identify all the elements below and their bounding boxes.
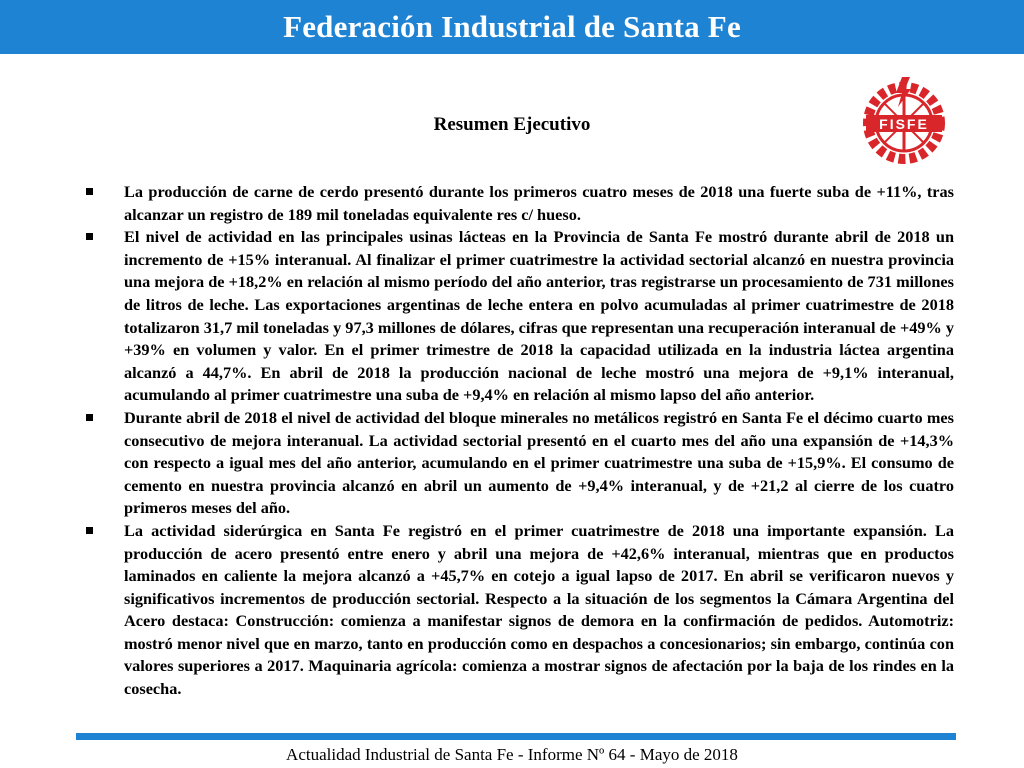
- bullet-text: La producción de carne de cerdo presentó durante los primeros cuatro meses de 2018 una fuerte suba de +11%, tras alcanzar un registro de 189 mil toneladas equivalente res c/ hueso.: [124, 182, 954, 224]
- header-title: Federación Industrial de Santa Fe: [283, 9, 741, 44]
- bullet-text: Durante abril de 2018 el nivel de actividad del bloque minerales no metálicos registró en Santa Fe el décimo cuarto mes consecutivo de mejora interanual. La actividad sectorial presentó en el cuarto mes del año una expansión de +14,3% con respecto a igual mes del año anterior, acumulando en el primer cuatrimestre una suba de +15,9%. El consumo de cemento en nuestra provincia alcanzó en abril un aumento de +9,4% interanual, y de +21,2 al cierre de los cuatro primeros meses del año.: [124, 407, 954, 518]
- bullet-text: El nivel de actividad en las principales usinas lácteas en la Provincia de Santa Fe mostró durante abril de 2018 un incremento de +15% interanual. Al finalizar el primer cuatrimestre la actividad sectorial alcanzó en nuestra provincia una mejora de +18,2% en relación al mismo período del año anterior, tras registrarse un procesamiento de 731 millones de litros de leche. Las exportaciones argentinas de leche entera en polvo acumuladas al primer cuatrimestre de 2018 totalizaron 31,7 mil toneladas y 97,3 millones de dólares, cifras que representan una recuperación interanual de +49% y +39% en volumen y valor. En el primer trimestre de 2018 la capacidad utilizada en la industria láctea argentina alcanzó a 44,7%. En abril de 2018 la producción nacional de leche mostró una mejora de +9,1% interanual, acumulando al primer cuatrimestre una suba de +9,4% en relación al mismo lapso del año anterior.: [124, 227, 954, 405]
- list-item: [86, 226, 954, 407]
- logo-text: FISFE: [879, 116, 929, 132]
- bullet-icon: [86, 414, 93, 421]
- fisfe-logo: [858, 75, 950, 167]
- footer-text: Actualidad Industrial de Santa Fe - Informe Nº 64 - Mayo de 2018: [286, 745, 738, 764]
- list-item: [86, 181, 954, 226]
- list-item: [86, 520, 954, 701]
- section-title: Resumen Ejecutivo: [433, 114, 591, 135]
- bullet-list: [86, 181, 954, 701]
- bullet-icon: [86, 233, 93, 240]
- header-bar: [0, 0, 1024, 54]
- bullet-text: La actividad siderúrgica en Santa Fe registró en el primer cuatrimestre de 2018 una importante expansión. La producción de acero presentó entre enero y abril una mejora de +42,6% interanual, mientras que en productos laminados en caliente la mejora alcanzó a +45,7% en cotejo a igual lapso de 2017. En abril se verificaron nuevos y significativos incrementos de producción sectorial. Respecto a la situación de los segmentos la Cámara Argentina del Acero destaca: Construcción: comienza a manifestar signos de demora en la confirmación de pedidos. Automotriz: mostró menor nivel que en marzo, tanto en producción como en despachos a concesionarios; sin embargo, continúa con valores superiores a 2017. Maquinaria agrícola: comienza a mostrar signos de afectación por la baja de los rindes en la cosecha.: [124, 520, 954, 699]
- bullet-icon: [86, 188, 93, 195]
- list-item: [86, 407, 954, 520]
- footer-divider: [76, 733, 956, 740]
- bullet-icon: [86, 527, 93, 534]
